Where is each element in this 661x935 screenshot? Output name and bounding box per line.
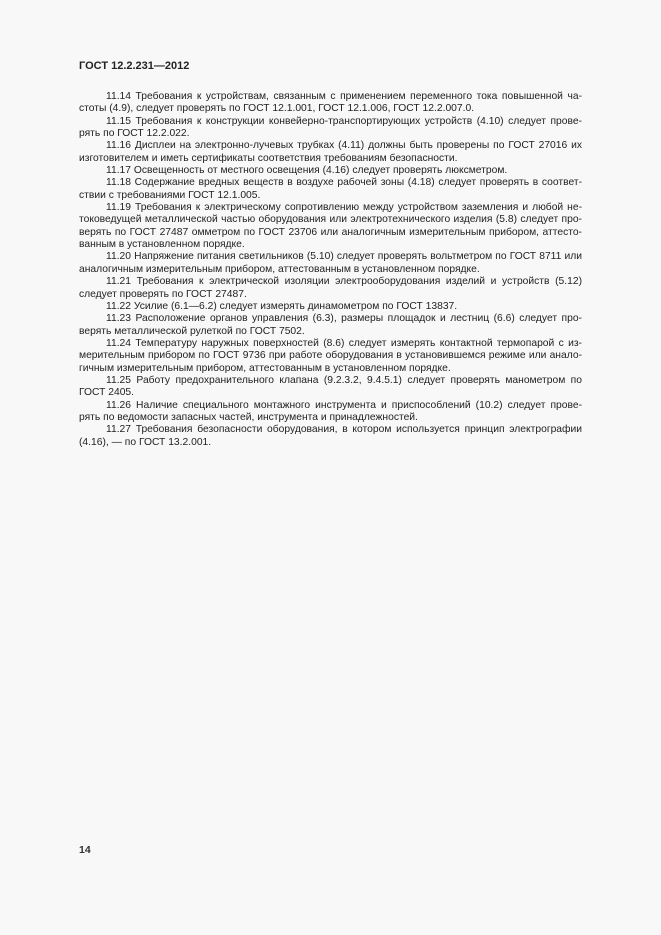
paragraph-line: 11.21 Требования к электрической изоляции электрооборудования изделий и устройств (5.12) <box>106 276 582 288</box>
page-number: 14 <box>79 844 91 856</box>
paragraph-11-19 <box>79 202 582 251</box>
paragraph-line: следует проверять по ГОСТ 27487. <box>79 288 247 300</box>
paragraph-line: 11.24 Температуру наружных поверхностей (8.6) следует измерять контактной термопарой с из- <box>106 337 582 349</box>
paragraph-line: 11.25 Работу предохранительного клапана (9.2.3.2, 9.4.5.1) следует проверять манометром по <box>106 374 582 386</box>
paragraph-line: рять по ведомости запасных частей, инструмента и принадлежностей. <box>79 411 418 423</box>
paragraph-line: 11.15 Требования к конструкции конвейерно-транспортирующих устройств (4.10) следует прове- <box>106 115 582 127</box>
paragraph-line: 11.18 Содержание вредных веществ в воздухе рабочей зоны (4.18) следует проверять в соответ- <box>106 177 582 189</box>
paragraph-11-24 <box>79 338 582 375</box>
paragraph-line: 11.20 Напряжение питания светильников (5.10) следует проверять вольтметром по ГОСТ 8711 или <box>106 251 582 263</box>
paragraph-11-20 <box>79 251 582 276</box>
paragraph-line: 11.19 Требования к электрическому сопротивлению между устройством заземления и любой не- <box>106 202 582 214</box>
paragraph-line: верять по ГОСТ 27487 омметром по ГОСТ 23706 или аналогичным измерительным прибором, аттесто- <box>79 226 582 238</box>
paragraph-11-14 <box>79 91 582 116</box>
document-header: ГОСТ 12.2.231—2012 <box>79 60 190 72</box>
paragraph-line: 11.26 Наличие специального монтажного инструмента и приспособлений (10.2) следует прове- <box>106 399 582 411</box>
paragraph-line: изготовителем и иметь сертификаты соответствия требованиям безопасности. <box>79 152 458 164</box>
paragraph-line: мерительным прибором по ГОСТ 9736 при работе оборудования в установившемся режиме или анало- <box>79 350 582 362</box>
paragraph-line: верять металлической рулеткой по ГОСТ 7502. <box>79 325 305 337</box>
paragraph-line: ГОСТ 2405. <box>79 387 135 399</box>
paragraph-11-27 <box>79 424 582 449</box>
paragraph-line: (4.16), — по ГОСТ 13.2.001. <box>79 436 212 448</box>
paragraph-line: 11.23 Расположение органов управления (6.3), размеры площадок и лестниц (6.6) следует про- <box>106 313 582 325</box>
paragraph-11-17 <box>79 165 582 177</box>
paragraph-11-22 <box>79 301 582 313</box>
paragraph-11-18 <box>79 177 582 202</box>
paragraph-11-23 <box>79 313 582 338</box>
paragraph-line: ствии с требованиями ГОСТ 12.1.005. <box>79 189 261 201</box>
paragraph-11-25 <box>79 375 582 400</box>
paragraph-11-16 <box>79 140 582 165</box>
paragraph-line: гичным измерительным прибором, аттестованным в установленном порядке. <box>79 362 451 374</box>
document-body <box>79 91 582 449</box>
paragraph-11-26 <box>79 400 582 425</box>
paragraph-line: токоведущей металлической частью оборудования или электротехнического изделия (5.8) следует про- <box>79 214 582 226</box>
paragraph-line: 11.14 Требования к устройствам, связанным с применением переменного тока повышенной ча- <box>106 91 582 102</box>
paragraph-line: стоты (4.9), следует проверять по ГОСТ 12.1.001, ГОСТ 12.1.006, ГОСТ 12.2.007.0. <box>79 103 475 115</box>
paragraph-line: 11.27 Требования безопасности оборудования, в котором используется принцип электрографии <box>106 424 582 436</box>
paragraph-11-15 <box>79 116 582 141</box>
paragraph-11-21 <box>79 276 582 301</box>
paragraph-line: рять по ГОСТ 12.2.022. <box>79 128 190 140</box>
paragraph-line: 11.22 Усилие (6.1—6.2) следует измерять динамометром по ГОСТ 13837. <box>106 300 458 312</box>
paragraph-line: 11.17 Освещенность от местного освещения (4.16) следует проверять люксметром. <box>106 165 508 177</box>
paragraph-line: аналогичным измерительным прибором, аттестованным в установленном порядке. <box>79 263 480 275</box>
paragraph-line: 11.16 Дисплеи на электронно-лучевых трубках (4.11) должны быть проверены по ГОСТ 27016 их <box>106 140 582 152</box>
paragraph-line: ванным в установленном порядке. <box>79 239 245 251</box>
